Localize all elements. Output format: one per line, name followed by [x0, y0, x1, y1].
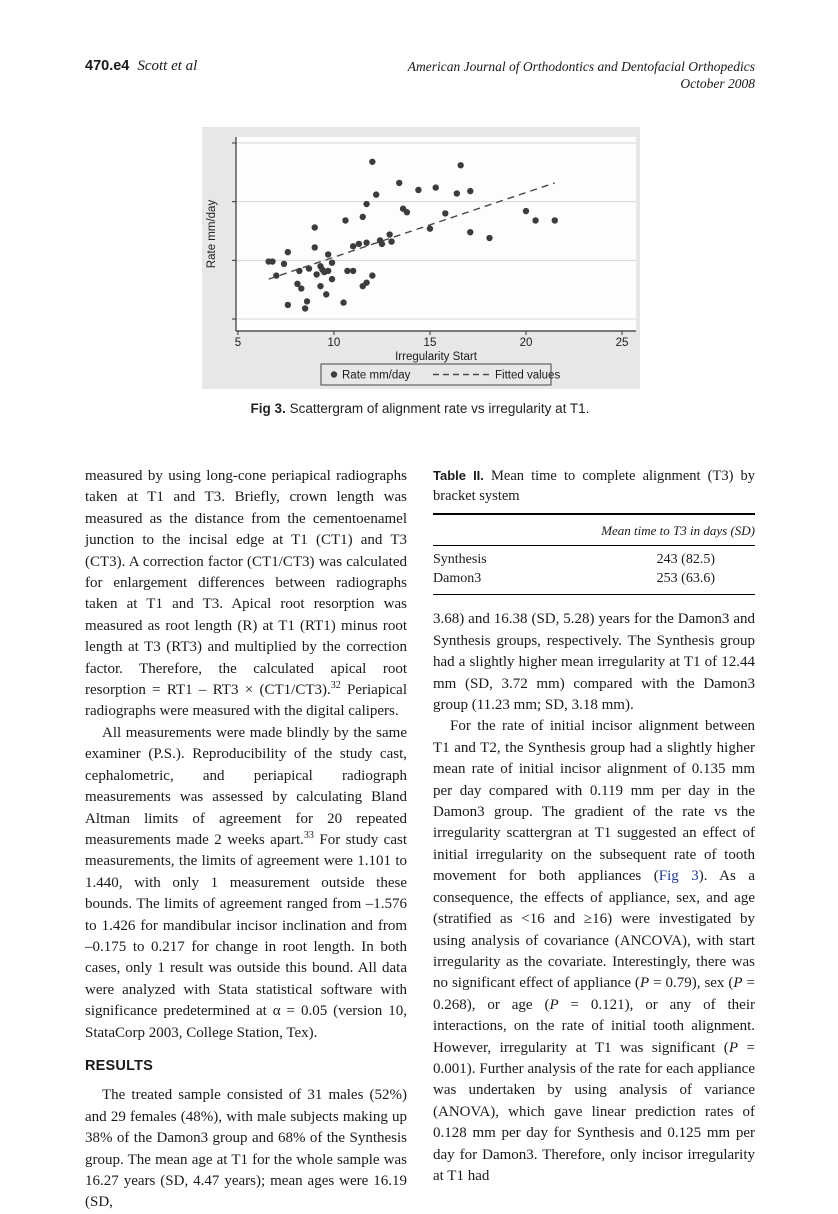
body-paragraph: [85, 1085, 407, 1213]
data-point: [356, 241, 362, 247]
data-point: [342, 217, 348, 223]
text-segment: measured by using long-cone periapical radiographs taken at T1 and T3. Briefly, crown length was measured as the distance from the cementoenamel junction to the incisal edge at T1 (CT1) and T3 (CT3). A correction factor (CT1/CT3) was calculated for enlargement differences between radiographs taken at T1 and T3. Apical root resorption was measured as root length (R) at T1 (RT1) minus root length at T3 (RT3) and multiplied by the correction factor. Therefore, the calculated apical root resorption = RT1 – RT3 × (CT1/CT3).: [85, 468, 407, 699]
text-segment: P: [639, 975, 650, 992]
data-point: [442, 210, 448, 216]
text-segment: 3.68) and 16.38 (SD, 5.28) years for the Damon3 and Synthesis groups, respectively. The Synthesis group had a slightly higher mean irregularity at T1 of 12.44 mm (SD, 3.72 mm) compared with the Damon3 group (11.23 mm; SD, 3.18 mm).: [433, 611, 755, 714]
journal-issue-date: October 2008: [680, 76, 755, 91]
data-point: [269, 258, 275, 264]
plot-area: [236, 137, 636, 331]
data-point: [329, 259, 335, 265]
citation-reference: 33: [303, 829, 314, 841]
data-point: [404, 209, 410, 215]
figure-caption-text: Scattergram of alignment rate vs irregularity at T1.: [285, 401, 590, 416]
x-tick-label: 20: [519, 337, 533, 349]
data-point: [285, 249, 291, 255]
data-point: [344, 268, 350, 274]
text-segment: Periapical radiographs were measured with the digital calipers.: [85, 682, 407, 720]
x-axis-label: Irregularity Start: [395, 351, 477, 363]
data-point: [323, 291, 329, 297]
body-paragraph: [433, 716, 755, 1187]
data-point: [312, 224, 318, 230]
table-row: [433, 569, 755, 588]
body-paragraph: [433, 609, 755, 716]
table-2-title: [433, 466, 755, 506]
legend-dot-marker: [331, 371, 337, 377]
data-point: [379, 241, 385, 247]
legend-label-rate: Rate mm/day: [342, 369, 411, 382]
running-head-right: [408, 58, 755, 92]
table-2: [433, 466, 755, 595]
scatter-chart-svg: [202, 127, 640, 389]
data-point: [467, 188, 473, 194]
table-column-header: Mean time to T3 in days (SD): [601, 523, 755, 538]
x-tick-label: 15: [423, 337, 437, 349]
running-head-left: [85, 58, 197, 75]
text-segment: ). As a consequence, the effects of appliance, sex, and age (stratified as <16 and ≥16) were investigated by using analysis of covariance (ANCOVA), with start irregularity as the covariate. Interestingly, there was no significant effect of appliance (: [433, 868, 755, 992]
table-row: [433, 550, 755, 569]
data-point: [298, 285, 304, 291]
data-point: [363, 240, 369, 246]
x-tick-label: 10: [327, 337, 341, 349]
data-point: [312, 244, 318, 250]
table-row-name: Synthesis: [433, 552, 487, 568]
table-row-value: 243 (82.5): [656, 552, 715, 568]
data-point: [369, 272, 375, 278]
data-point: [386, 231, 392, 237]
data-point: [325, 268, 331, 274]
table-rule-bottom: [433, 594, 755, 595]
page-header: [85, 58, 755, 92]
text-segment: = 0.001). Further analysis of the rate for each appliance was undertaken by using analysis of variance (ANOVA), which gave linear prediction rates of 0.128 mm per day for Synthesis and 0.125 mm per day for Damon3. Therefore, only incisor irregularity at T1 had: [433, 1039, 756, 1184]
data-point: [388, 238, 394, 244]
data-point: [350, 268, 356, 274]
data-point: [325, 251, 331, 257]
data-point: [433, 184, 439, 190]
text-segment: = 0.268), or age (: [433, 975, 755, 1013]
data-point: [363, 201, 369, 207]
data-point: [427, 225, 433, 231]
data-point: [281, 261, 287, 267]
text-segment: P: [549, 996, 559, 1013]
running-authors: Scott et al: [137, 58, 198, 74]
results-section-heading: RESULTS: [85, 1057, 153, 1074]
data-point: [360, 214, 366, 220]
data-point: [454, 190, 460, 196]
text-segment: The treated sample consisted of 31 males (52%) and 29 females (48%), with male subjects making up 38% of the Damon3 group and 68% of the Synthesis group. The mean age at T1 for the whole sample was 16.27 years (SD, 4.47 years); mean ages were 16.19 (SD,: [85, 1087, 407, 1211]
page-number: 470.e4: [85, 58, 130, 74]
figure-caption: [85, 401, 755, 416]
data-point: [317, 283, 323, 289]
data-point: [296, 268, 302, 274]
data-point: [467, 229, 473, 235]
x-tick-label: 5: [234, 337, 242, 349]
data-point: [373, 191, 379, 197]
left-text-column: [85, 466, 407, 1214]
figure-3-scatterplot: [202, 127, 640, 389]
data-point: [304, 298, 310, 304]
text-segment: P: [728, 1039, 738, 1056]
table-2-title-text: Mean time to complete alignment (T3) by bracket system: [433, 468, 755, 504]
y-axis-label: Rate mm/day: [206, 199, 218, 269]
legend-label-fitted: Fitted values: [495, 369, 561, 382]
data-point: [350, 243, 356, 249]
right-text-column: [433, 466, 755, 1187]
data-point: [340, 299, 346, 305]
data-point: [285, 302, 291, 308]
figure-reference-link[interactable]: Fig 3: [658, 868, 699, 885]
citation-reference: 32: [330, 680, 341, 692]
data-point: [369, 159, 375, 165]
table-row-value: 253 (63.6): [656, 571, 715, 587]
table-2-label: Table II.: [433, 468, 484, 483]
table-body: [433, 546, 755, 594]
journal-title: American Journal of Orthodontics and Dentofacial Orthopedics: [407, 59, 755, 74]
data-point: [523, 208, 529, 214]
data-point: [313, 271, 319, 277]
data-point: [486, 235, 492, 241]
data-point: [302, 305, 308, 311]
table-row-name: Damon3: [433, 571, 482, 587]
body-paragraph: [85, 466, 407, 723]
figure-caption-label: Fig 3.: [250, 401, 286, 416]
data-point: [532, 217, 538, 223]
data-point: [363, 279, 369, 285]
text-segment: For study cast measurements, the limits of agreement were 1.101 to 1.440, with only 1 measurement outside these bounds. The limits of agreement ranged from –1.576 to 1.426 for mandibular incisor inclination and from –0.175 to 0.217 for change in root length. In both cases, only 1 result was outside this bound. All data were analyzed with Stata statistical software with significance predetermined at α = 0.05 (version 10, StataCorp 2003, College Station, Tex).: [85, 831, 407, 1041]
text-segment: All measurements were made blindly by the same examiner (P.S.). Reproducibility of the study cast, cephalometric, and periapical radiograph measurements was assessed by calculating Bland Altman limits of agreement for 20 repeated measurements made 2 weeks apart.: [85, 724, 407, 848]
data-point: [552, 217, 558, 223]
data-point: [396, 180, 402, 186]
x-tick-label: 25: [615, 337, 629, 349]
body-paragraph: [85, 723, 407, 1044]
data-point: [415, 187, 421, 193]
text-segment: = 0.79), sex (: [649, 975, 734, 992]
text-segment: = 0.121), or any of their interactions, on the rate of initial tooth alignment. However, irregularity at T1 was significant (: [433, 996, 755, 1056]
text-segment: For the rate of initial incisor alignment between T1 and T2, the Synthesis group had a slightly higher mean rate of initial incisor alignment of 0.135 mm per day compared with 0.119 mm per day in the Damon3 group. The gradient of the rate vs the irregularity scattergran at T1 suggested an effect of initial irregularity on the subsequent rate of tooth movement for both appliances (: [433, 718, 755, 885]
data-point: [329, 276, 335, 282]
data-point: [457, 162, 463, 168]
text-segment: P: [733, 975, 743, 992]
